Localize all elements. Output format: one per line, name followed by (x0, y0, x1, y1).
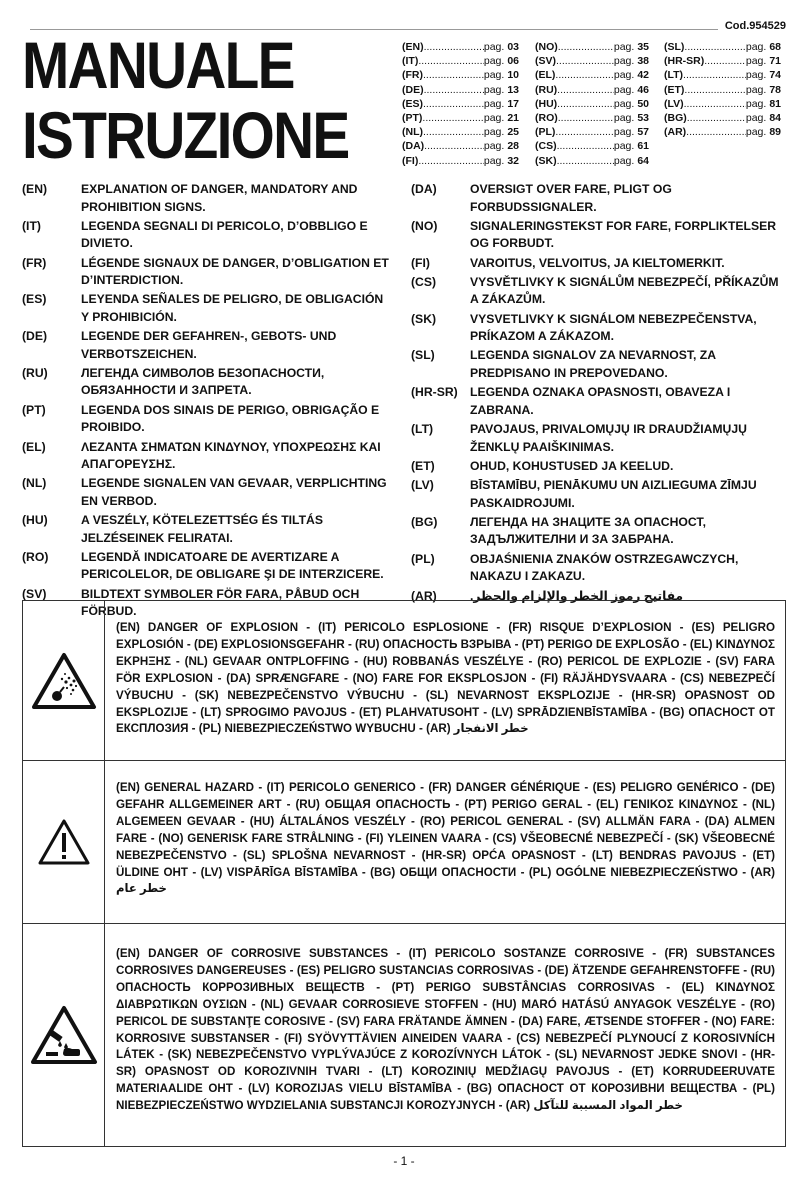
legend-language-code: (IT) (22, 218, 41, 233)
legend-text: VAROITUS, VELVOITUS, JA KIELTOMERKIT. (470, 255, 725, 270)
toc-page-number: 53 (637, 112, 649, 125)
warning-text-corrosive: (EN) DANGER OF CORROSIVE SUBSTANCES - (IT) PERICOLO SOSTANZE CORROSIVE - (FR) SUBSTANCES CORROSIVES DANGEREUSES - (ES) PELIGRO SUSTANCIAS CORROSIVAS - (DE) ÄTZENDE GEFAHRENSTOFFE - (RU) ОПАСНОСТЬ КОРРОЗИВНЫХ ВЕЩЕСТВ - (PT) PERIGO SUBSTÂNCIAS CORROSIVAS - (EL) ΚΙΝΔΥΝΟΣ ΔΙΑΒΡΩΤΙΚΩΝ ΟΥΣΙΩΝ - (NL) GEVAAR CORROSIEVE STOFFEN - (HU) MARÓ HATÁSÚ ANYAGOK VESZÉLYE - (RO) PERICOL DE SUBSTANŢE COROSIVE - (SV) FARA FRÄTANDE ÄMNEN - (DA) FARE, ÆTSENDE STOFFER - (NO) FARE: KORROSIVE SUBSTANSER - (FI) SYÖVYTTÄVIEN AINEIDEN VAARA - (CS) NEBEZPEČÍ PLYNOUCÍ Z KOROSIVNÍCH LÁTEK - (SK) NEBEZPEČENSTVO VYPLÝVAJÚCE Z KOROZÍVNYCH LÁTOK - (SL) NEVARNOST JEDKE SNOVI - (HR-SR) OPASNOST OD KOROZIVNIH TVARI - (LT) KOROZINIŲ MEDŽIAGŲ PAVOJUS - (ET) KORRUDEERUVATE MATERIAALIDE OHT - (LV) KOROZIJAS VIELU BĪSTAMĪBA - (BG) ОПАСНОСТ ОТ КОРОЗИВНИ ВЕЩЕСТВА - (PL) NIEBEZPIECZEŃSTWO WYDZIELANIA SUBSTANCJI KOROZYJNYCH - (AR) خطر المواد المسببة للتآكل (116, 947, 775, 1113)
legend-language-code: (FR) (22, 255, 47, 270)
toc-page-number: 61 (637, 140, 649, 153)
toc-page-number: 17 (507, 97, 519, 110)
toc-leader-dots (684, 97, 746, 111)
toc-leader-dots (684, 83, 745, 97)
toc-page-label: pag. (483, 83, 505, 96)
toc-page-number: 28 (507, 140, 519, 153)
legend-language-code: (LV) (411, 478, 434, 493)
document-code: Cod.954529 (724, 20, 786, 32)
toc-language-code: (PL) (535, 126, 556, 139)
toc-page-number: 42 (637, 69, 649, 82)
legend-text: OHUD, KOHUSTUSED JA KEELUD. (470, 458, 674, 473)
legend-text: LEGENDĂ INDICATOARE DE AVERTIZARE A PERICOLELOR, DE OBLIGARE ŞI DE INTERZICERE. (81, 549, 384, 582)
toc-page-number: 03 (507, 41, 519, 53)
toc-entry (402, 125, 519, 139)
toc-page-number: 38 (637, 55, 649, 68)
toc-page-label: pag. (483, 154, 505, 167)
icon-cell (23, 761, 105, 923)
toc-page-label: pag. (745, 112, 767, 125)
toc-leader-dots (704, 54, 746, 68)
table-row (23, 761, 785, 924)
toc-entry (664, 68, 781, 82)
page-title (22, 30, 349, 170)
toc-leader-dots (557, 154, 614, 168)
legend-text: LÉGENDE SIGNAUX DE DANGER, D’OBLIGATION ET D’INTERDICTION. (81, 255, 389, 288)
legend-language-code: (NO) (411, 218, 438, 233)
toc-leader-dots (686, 125, 746, 139)
toc-page-number: 78 (769, 83, 781, 96)
toc-page-label: pag. (745, 97, 767, 110)
toc-language-code: (SV) (535, 55, 556, 68)
toc-page-label: pag. (483, 112, 505, 125)
toc-leader-dots (423, 97, 484, 111)
toc-page-number: 81 (769, 97, 781, 110)
legend-text: SIGNALERINGSTEKST FOR FARE, FORPLIKTELSER OG FORBUDT. (470, 218, 777, 251)
toc-page-number: 21 (507, 112, 519, 125)
toc-page-label: pag. (613, 83, 635, 96)
toc-language-code: (IT) (402, 55, 419, 68)
toc-page-number: 35 (637, 41, 649, 53)
toc-entry (664, 125, 781, 139)
toc-language-code: (LV) (664, 97, 684, 110)
toc-page-label: pag. (745, 83, 767, 96)
legend-text: ЛЕГЕНДА СИМВОЛОВ БЕЗОПАСНОСТИ, ОБЯЗАННОСТИ И ЗАПРЕТА. (81, 365, 325, 398)
toc-leader-dots (422, 111, 483, 125)
icon-cell (23, 601, 105, 760)
toc-leader-dots (683, 68, 746, 82)
legend-item (22, 365, 392, 400)
toc-page-label: pag. (613, 69, 635, 82)
legend-item (411, 274, 786, 309)
legend-language-code: (LT) (411, 422, 434, 437)
toc-leader-dots (557, 83, 614, 97)
table-row (23, 924, 785, 1146)
toc-page-label: pag. (483, 55, 505, 68)
toc-page-label: pag. (613, 41, 635, 53)
toc-page-number: 64 (637, 154, 649, 167)
toc-page-label: pag. (613, 97, 635, 110)
toc-language-code: (ES) (402, 97, 423, 110)
toc-leader-dots (557, 97, 614, 111)
legend-item (411, 421, 786, 456)
legend-language-code: (HU) (22, 513, 48, 528)
table-row (23, 601, 785, 761)
toc-leader-dots (423, 125, 484, 139)
legend-item (411, 347, 786, 382)
legend-item (411, 551, 786, 586)
legend-item (411, 218, 786, 253)
legend-item (22, 181, 392, 216)
legend-language-code: (BG) (411, 514, 438, 529)
toc-leader-dots (424, 40, 484, 54)
toc-page-label: pag. (613, 126, 635, 139)
toc-page-number: 06 (507, 55, 519, 68)
toc-page-number: 46 (637, 83, 649, 96)
corrosive-substances-icon (30, 1005, 98, 1065)
legend-item (411, 384, 786, 419)
icon-cell (23, 924, 105, 1146)
legend-text: BĪSTAMĪBU, PIENĀKUMU UN AIZLIEGUMA ZĪMJU PASKAIDROJUMI. (470, 478, 757, 510)
toc-page-number: 10 (507, 69, 519, 82)
toc-language-code: (NO) (535, 41, 558, 53)
toc-language-code: (HR-SR) (664, 55, 705, 68)
toc-page-label: pag. (745, 41, 767, 53)
toc-language-code: (DE) (402, 83, 424, 96)
toc-page-label: pag. (613, 112, 635, 125)
legend-item (411, 181, 786, 216)
toc-leader-dots (558, 111, 614, 125)
legend-item (411, 514, 786, 549)
toc-leader-dots (684, 40, 745, 54)
toc-leader-dots (558, 40, 614, 54)
toc-entry (402, 68, 519, 82)
toc-page-label: pag. (483, 41, 505, 53)
toc-entry (664, 97, 781, 111)
toc-page-number: 89 (769, 126, 781, 139)
legend-item (22, 218, 392, 253)
toc-page-number: 50 (637, 97, 649, 110)
toc-page-label: pag. (483, 97, 505, 110)
toc-language-code: (EL) (535, 69, 556, 82)
legend-item (22, 402, 392, 437)
toc-entry (535, 154, 649, 168)
legend-language-code: (ET) (411, 458, 435, 473)
toc-page-label: pag. (613, 140, 635, 153)
toc-entry (535, 139, 649, 153)
toc-entry (535, 97, 649, 111)
toc-entry (535, 125, 649, 139)
toc-column-1 (402, 40, 519, 168)
legend-language-code: (SV) (22, 586, 47, 601)
legend-text: OVERSIGT OVER FARE, PLIGT OG FORBUDSSIGNALER. (470, 182, 672, 214)
legend-text: مفاتيح رموز الخطر والإلزام والحظر. (470, 588, 684, 603)
legend-item (22, 512, 392, 547)
toc-language-code: (FI) (402, 154, 419, 167)
toc-page-label: pag. (745, 69, 767, 82)
legend-text: LEGENDE SIGNALEN VAN GEVAAR, VERPLICHTING EN VERBOD. (81, 476, 387, 508)
legend-language-code: (CS) (411, 274, 437, 289)
toc-entry (402, 111, 519, 125)
legend-item (411, 311, 786, 346)
toc-page-number: 32 (507, 154, 519, 167)
toc-page-number: 74 (769, 69, 781, 82)
legend-text: LEGENDA DOS SINAIS DE PERIGO, OBRIGAÇÃO E PROIBIDO. (81, 402, 380, 435)
legend-language-code: (FI) (411, 255, 430, 270)
legend-item (22, 328, 392, 363)
toc-leader-dots (555, 68, 613, 82)
toc-entry (402, 40, 519, 54)
legend-text: VYSVETLIVKY K SIGNÁLOM NEBEZPEČENSTVA, PRÍKAZOM A ZÁKAZOM. (470, 311, 757, 344)
legend-language-code: (RO) (22, 549, 49, 564)
toc-language-code: (RU) (535, 83, 558, 96)
legend-language-code: (AR) (411, 588, 437, 603)
title-line-1: MANUALE (22, 28, 294, 102)
legend-text: LEGENDA SIGNALOV ZA NEVARNOST, ZA PREDPISANO IN PREPOVEDANO. (470, 348, 716, 380)
legend-language-code: (RU) (22, 365, 48, 380)
toc-page-number: 57 (637, 126, 649, 139)
legend-language-code: (DE) (22, 329, 48, 344)
toc-entry (402, 83, 519, 97)
toc-page-number: 84 (769, 112, 781, 125)
legend-text: BILDTEXT SYMBOLER FÖR FARA, PÅBUD OCH FÖRBUD. (81, 586, 360, 619)
toc-leader-dots (556, 54, 614, 68)
legend-text: LEGENDE DER GEFAHREN-, GEBOTS- UND VERBOTSZEICHEN. (81, 329, 337, 361)
toc-entry (664, 40, 781, 54)
warning-text-general-hazard: (EN) GENERAL HAZARD - (IT) PERICOLO GENERICO - (FR) DANGER GÉNÉRIQUE - (ES) PELIGRO GENÉRICO - (DE) GEFAHR ALLGEMEINER ART - (RU) ОБЩАЯ ОПАСНОСТЬ - (PT) PERIGO GERAL - (EL) ΓΕΝΙΚΟΣ ΚΙΝΔΥΝΟΣ - (NL) ALGEMEEN GEVAAR - (HU) ÁLTALÁNOS VESZÉLY - (RO) PERICOL GENERAL - (SV) ALLMÄN FARA - (DA) ALMEN FARE - (NO) GENERISK FARE STRÅLNING - (FI) YLEINEN VAARA - (CS) VŠEOBECNÉ NEBEZPEČÍ - (SK) VŠEOBECNÉ NEBEZPEČENSTVO - (SL) SPLOŠNA NEVARNOST - (HR-SR) OPĆA OPASNOST - (LT) BENDRAS PAVOJUS - (ET) ÜLDINE OHT - (LV) VISPĀRĪGA BĪSTAMĪBA - (BG) ОБЩИ ОПАСНОСТИ - (PL) OGÓLNE NIEBEZPIECZEŃSTWO - (AR) خطر عام (116, 781, 775, 896)
toc-language-code: (RO) (535, 112, 558, 125)
toc-page-label: pag. (483, 69, 505, 82)
toc-entry (535, 40, 649, 54)
toc-language-code: (SL) (664, 41, 685, 53)
legend-language-code: (EN) (22, 182, 48, 196)
toc-page-label: pag. (613, 55, 635, 68)
toc-entry (402, 54, 519, 68)
toc-language-code: (LT) (664, 69, 684, 82)
toc-page-label: pag. (613, 154, 635, 167)
legend-text: OBJAŚNIENIA ZNAKÓW OSTRZEGAWCZYCH, NAKAZU I ZAKAZU. (470, 551, 739, 584)
toc-leader-dots (555, 125, 613, 139)
toc-page-label: pag. (745, 55, 767, 68)
toc-entry (664, 83, 781, 97)
toc-language-code: (ET) (664, 83, 685, 96)
toc-page-number: 71 (769, 55, 781, 68)
legend-text: ΛΕΖΑΝΤΑ ΣΗΜΑΤΩΝ ΚΙΝΔΥΝΟΥ, ΥΠΟΧΡΕΩΣΗΣ ΚΑΙ ΑΠΑΓΟΡΕΥΣΗΣ. (81, 439, 381, 472)
toc-entry (402, 139, 519, 153)
toc-page-number: 68 (769, 41, 781, 53)
toc-language-code: (PT) (402, 112, 423, 125)
legend-text: LEYENDA SEÑALES DE PELIGRO, DE OBLIGACIÓN Y PROHIBICIÓN. (81, 292, 384, 324)
legend-item (411, 477, 786, 512)
explosion-warning-icon (31, 652, 97, 710)
legend-item (411, 255, 786, 273)
toc-language-code: (BG) (664, 112, 687, 125)
legend-item (411, 458, 786, 476)
general-hazard-icon (37, 818, 91, 866)
toc-leader-dots (418, 54, 484, 68)
toc-entry (664, 54, 781, 68)
legend-left-column (22, 181, 392, 623)
toc-leader-dots (418, 154, 484, 168)
toc-leader-dots (424, 139, 484, 153)
toc-language-code: (FR) (402, 69, 423, 82)
legend-text: LEGENDA SEGNALI DI PERICOLO, D’OBBLIGO E DIVIETO. (81, 218, 368, 251)
toc-entry (535, 54, 649, 68)
legend-item (22, 549, 392, 584)
toc-leader-dots (424, 83, 484, 97)
legend-text: LEGENDA OZNAKA OPASNOSTI, OBAVEZA I ZABRANA. (470, 385, 731, 417)
toc-leader-dots (557, 139, 614, 153)
legend-text: A VESZÉLY, KÖTELEZETTSÉG ÉS TILTÁS JELZÉSEINEK FELIRATAI. (81, 513, 323, 545)
toc-leader-dots (423, 68, 484, 82)
legend-language-code: (SL) (411, 348, 435, 363)
title-line-2: ISTRUZIONE (22, 98, 349, 172)
legend-language-code: (DA) (411, 182, 437, 196)
warning-signs-table (22, 600, 786, 1147)
legend-language-code: (SK) (411, 311, 437, 326)
toc-page-label: pag. (483, 126, 505, 139)
legend-text: VYSVĚTLIVKY K SIGNÁLŮM NEBEZPEČÍ, PŘÍKAZŮM A ZÁKAZŮM. (470, 274, 779, 307)
toc-language-code: (NL) (402, 126, 423, 139)
toc-page-number: 13 (507, 83, 519, 96)
toc-page-label: pag. (483, 140, 505, 153)
toc-language-code: (AR) (664, 126, 687, 139)
toc-language-code: (EN) (402, 41, 424, 53)
legend-language-code: (PL) (411, 551, 435, 566)
legend-right-column (411, 181, 786, 607)
toc-column-3 (664, 40, 781, 139)
toc-entry (402, 97, 519, 111)
page-number: - 1 - (393, 1154, 415, 1168)
toc-language-code: (SK) (535, 154, 557, 167)
legend-item (22, 255, 392, 290)
legend-item (22, 475, 392, 510)
toc-entry (535, 111, 649, 125)
toc-entry (402, 154, 519, 168)
toc-page-label: pag. (745, 126, 767, 139)
legend-text: EXPLANATION OF DANGER, MANDATORY AND PROHIBITION SIGNS. (81, 182, 358, 214)
legend-language-code: (HR-SR) (411, 385, 458, 400)
warning-text-explosion: (EN) DANGER OF EXPLOSION - (IT) PERICOLO ESPLOSIONE - (FR) RISQUE D’EXPLOSION - (ES) PELIGRO EXPLOSIÓN - (DE) EXPLOSIONSGEFAHR - (RU) ОПАСНОСТЬ ВЗРЫВА - (PT) PERIGO DE EXPLOSÃO - (EL) ΚΙΝΔΥΝΟΣ ΕΚΡΗΞΗΣ - (NL) GEVAAR ONTPLOFFING - (HU) ROBBANÁS VESZÉLYE - (RO) PERICOL DE EXPLOZIE - (SV) FARA FÖR EXPLOSION - (DA) SPRÆNGFARE - (NO) FARE FOR EKSPLOSJON - (FI) RÄJÄHDYSVAARA - (CS) NEBEZPEČÍ VÝBUCHU - (SK) NEBEZPEČENSTVO VÝBUCHU - (SL) NEVARNOST EKSPLOZIJE - (HR-SR) OPASNOST OD EKSPLOZIJE - (LT) SPROGIMO PAVOJUS - (ET) PLAHVATUSOHT - (LV) SPRĀDZIENBĪSTAMĪBA - (BG) ОПАСНОСТ ОТ ЕКСПЛОЗИЯ - (PL) NIEBEZPIECZEŃSTWO WYBUCHU - (AR) خطر الانفجار (116, 621, 775, 736)
legend-item (22, 439, 392, 474)
legend-language-code: (NL) (22, 476, 47, 491)
toc-entry (535, 68, 649, 82)
toc-entry (664, 111, 781, 125)
legend-language-code: (EL) (22, 439, 46, 454)
legend-language-code: (ES) (22, 292, 47, 307)
toc-page-number: 25 (507, 126, 519, 139)
toc-column-2 (535, 40, 649, 168)
toc-entry (535, 83, 649, 97)
toc-language-code: (DA) (402, 140, 425, 153)
toc-leader-dots (687, 111, 746, 125)
legend-text: ЛЕГЕНДА НА ЗНАЦИТЕ ЗА ОПАСНОСТ, ЗАДЪЛЖИТЕЛНИ И ЗА ЗАБРАНА. (470, 514, 706, 547)
legend-text: PAVOJAUS, PRIVALOMŲJŲ IR DRAUDŽIAMŲJŲ ŽENKLŲ PAAIŠKINIMAS. (470, 422, 747, 454)
legend-item (22, 291, 392, 326)
toc-language-code: (CS) (535, 140, 557, 153)
toc-language-code: (HU) (535, 97, 558, 110)
legend-language-code: (PT) (22, 402, 46, 417)
